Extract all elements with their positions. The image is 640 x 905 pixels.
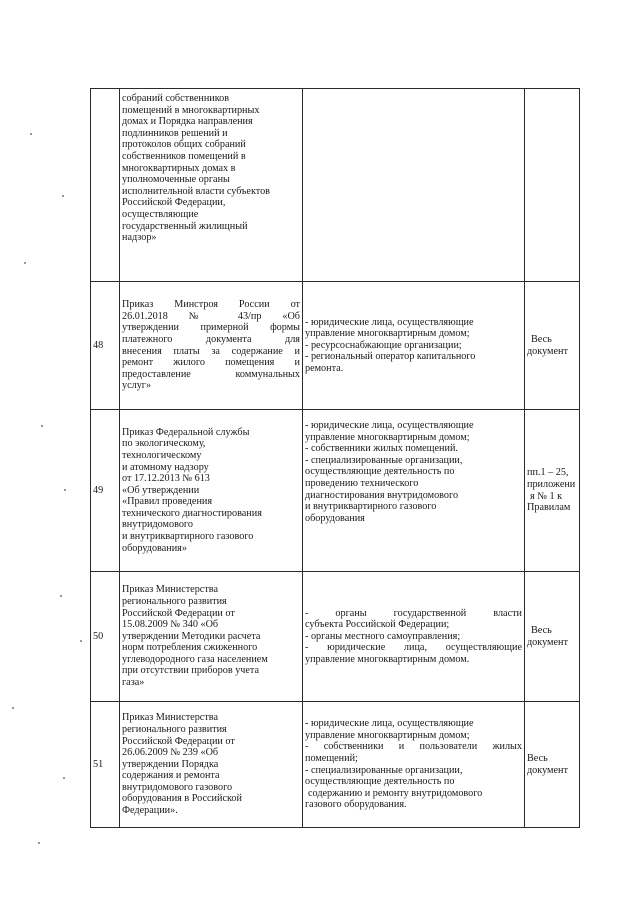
- table-row: [91, 702, 580, 828]
- scan-speck: [12, 707, 14, 709]
- subjects-cell: - юридические лица, осуществляющие управление многоквартирным домом; - собственники жилых помещений. - специализированные организации, осуществляющие деятельность по проведению технического диагностирования внутридомового и внутриквартирного газового оборудования: [303, 410, 525, 572]
- row-number: 49: [91, 410, 120, 572]
- scan-speck: [60, 595, 62, 597]
- scan-speck: [24, 262, 26, 264]
- document-cell: Приказ Федеральной службы по экологическому, технологическому и атомному надзору от 17.12.2013 № 613 «Об утверждении «Правил проведения технического диагностирования внутридомового и внутриквартирного газового оборудования»: [120, 410, 303, 572]
- scan-speck: [80, 640, 82, 642]
- scan-speck: [62, 195, 64, 197]
- row-number: 50: [91, 572, 120, 702]
- scan-speck: [63, 777, 65, 779]
- scan-speck: [30, 133, 32, 135]
- document-cell: Приказ Министерства регионального развития Российской Федерации от 15.08.2009 № 340 «Об утверждении Методики расчета норм потребления сжиженного углеводородного газа населением при отсутствии приборов учета газа»: [120, 572, 303, 702]
- row-number: 51: [91, 702, 120, 828]
- row-number: [91, 89, 120, 282]
- regulations-table: [90, 88, 580, 828]
- subjects-cell: - органы государственной власти субъекта Российской Федерации; - органы местного самоуправления; - юридические лица, осуществляющие управление многоквартирным домом.: [303, 572, 525, 702]
- scope-cell: Весь документ: [525, 702, 580, 828]
- table-row: [91, 410, 580, 572]
- document-cell: собраний собственников помещений в многоквартирных домах и Порядка направления подлинников решений и протоколов общих собраний собственников помещений в многоквартирных домах в уполномоченные органы исполнительной власти субъектов Российской Федерации, осуществляющие государственный жилищный надзор»: [120, 89, 303, 282]
- scan-speck: [38, 842, 40, 844]
- scope-cell: Весь документ: [525, 282, 580, 410]
- scan-speck: [41, 425, 43, 427]
- table-row: [91, 89, 580, 282]
- subjects-cell: - юридические лица, осуществляющие управление многоквартирным домом; - собственники и пользователи жилых помещений; - специализированные организации, осуществляющие деятельность по содержанию и ремонту внутридомового газового оборудования.: [303, 702, 525, 828]
- scope-cell: пп.1 – 25, приложени я № 1 к Правилам: [525, 410, 580, 572]
- scope-cell: [525, 89, 580, 282]
- scope-cell: Весь документ: [525, 572, 580, 702]
- scan-speck: [64, 489, 66, 491]
- document-cell: Приказ Минстроя России от 26.01.2018 № 43/пр «Об утверждении примерной формы платежного документа для внесения платы за содержание и ремонт жилого помещения и предоставление коммунальных услуг»: [120, 282, 303, 410]
- table-row: [91, 572, 580, 702]
- subjects-cell: - юридические лица, осуществляющие управление многоквартирным домом; - ресурсоснабжающие организации; - региональный оператор капитального ремонта.: [303, 282, 525, 410]
- subjects-cell: [303, 89, 525, 282]
- row-number: 48: [91, 282, 120, 410]
- table-row: [91, 282, 580, 410]
- document-cell: Приказ Министерства регионального развития Российской Федерации от 26.06.2009 № 239 «Об утверждении Порядка содержания и ремонта внутридомового газового оборудования в Российской Федерации».: [120, 702, 303, 828]
